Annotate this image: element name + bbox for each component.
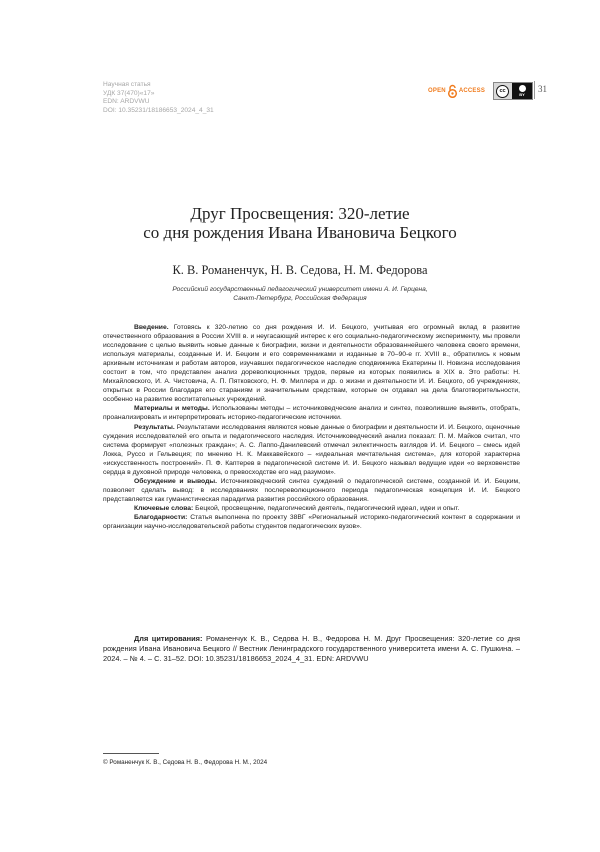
methods-label: Материалы и методы. [134,405,210,413]
attribution-icon [512,83,532,99]
copyright-notice: © Романенчук К. В., Седова Н. В., Федорова Н. М., 2024 [103,759,268,766]
citation-paragraph [103,634,520,665]
author-affiliation [100,285,500,303]
abstract-results [103,423,520,477]
udk-code: УДК 37(470)«17» [103,89,155,97]
person-icon [519,85,526,92]
acknowledgements-label: Благодарности: [134,513,188,521]
page-number: 31 [538,84,547,94]
open-access-logo [428,84,485,98]
discussion-text: Источниковедческий синтез суждений о педагогической системе, созданной И. И. Бецким, позволяет сделать вывод: в исследованиях послереволюционного периода педагогическая концепция И. И. Бецкого представляется как гуманистическая парадигма развития российского образования. [103,477,520,503]
open-access-access-text: ACCESS [458,88,486,94]
article-type: Научная статья [103,81,151,88]
citation-block [103,634,520,665]
abstract [103,323,520,531]
open-lock-icon [447,84,458,98]
results-text: Результатами исследования являются новые данные о биографии и деятельности И. И. Бецкого, оценочные суждения исследователей его опыта и педагогического наследия. Источниковедческий анализ показал: П. М. Майков считал, что система формирует «полезных граждан»; А. С. Лаппо-Данилевский отмечал эклектичность взглядов И. И. Бецкого – смесь идей Локка, Руссо и Гельвеция; по мнению Н. К. Маккавейского – «идеальная мечтательная система», для которой характерна «искусственность построений». П. Ф. Каптерев в педагогической системе И. И. Бецкого называл ведущие идеи «о верховенстве сердца в духовной природе человека, о превосходстве его над разумом». [103,423,520,476]
affiliation-line-1: Российский государственный педагогический университет имени А. И. Герцена, [172,286,428,293]
keywords-label: Ключевые слова: [134,504,194,512]
abstract-discussion [103,477,520,504]
footnote-divider [103,753,159,754]
article-title [100,204,500,242]
abstract-methods [103,404,520,422]
abstract-acknowledgements [103,513,520,531]
article-authors: К. В. Романенчук, Н. В. Седова, Н. М. Федорова [172,263,428,277]
title-line-1: Друг Просвещения: 320-летие [190,204,410,223]
doi-code: DOI: 10.35231/18186653_2024_4_31 [103,106,214,114]
citation-text: Романенчук К. В., Седова Н. В., Федорова Н. М. Друг Просвещения: 320-летие со дня рождения Ивана Ивановича Бецкого // Вестник Ленинградского государственного университета имени А. С. Пушкина. – 2024. – № 4. – С. 31–52. DOI: 10.35231/18186653_2024_4_31. EDN: ARDVWU [103,634,520,664]
creative-commons-icon: cc [496,85,509,98]
results-label: Результаты. [134,423,175,431]
introduction-label: Введение. [134,324,169,331]
by-label: BY [519,92,525,97]
keywords-text: Бецкой, просвещение, педагогический деятель, педагогический идеал, идеи и опыт. [193,504,460,512]
introduction-text: Готовясь к 320-летию со дня рождения И. И. Бецкого, учитывая его огромный вклад в развитие отечественного образования в России XVIII в. и неугасающий интерес к его социально-педагогическому эксперименту, мы провели исследование с целью выявить новые данные к биографии, жизни и деятельности образованнейшего человека своего времени, используя материалы, созданные И. И. Бецким и его современниками и изданные в 70–90-е гг. XVIII в., обратились к новым архивным источникам и работам авторов, изучавших педагогическое наследие сподвижника Екатерины II. Новизна исследования состоит в том, что представлен анализ дореволюционных трудов, первые из которых появились в XIX в. Это работы: Н. Михайловского, И. А. Чистовича, А. П. Пятковского, Н. Ф. Миллера и др. о жизни и деятельности И. И. Бецкого, об учреждениях, открытых в России благодаря его стараниям и значительным средствам, которые он отдавал на дела благотворительности, особенно на развитие воспитательных учреждений. [103,324,520,404]
citation-label: Для цитирования: [134,634,203,643]
cc-by-badge [493,82,533,100]
license-badges [428,80,533,102]
affiliation-line-2: Санкт-Петербург, Российская Федерация [233,295,367,302]
methods-text: Использованы методы – источниковедческие анализ и синтез, позволившие выявить, отобрать, проанализировать и интерпретировать историко-педагогические источники. [103,405,520,422]
discussion-label: Обсуждение и выводы. [134,477,218,485]
abstract-introduction [103,323,520,404]
open-access-open-text: OPEN [428,88,446,94]
article-meta [103,81,214,115]
edn-code: EDN: ARDVWU [103,98,150,106]
title-line-2: со дня рождения Ивана Ивановича Бецкого [143,223,457,242]
acknowledgements-text: Статья выполнена по проекту 38ВГ «Региональный историко-педагогический контент в содержании и организации научно-исследовательской работы студентов педагогических вузов». [103,513,520,531]
abstract-keywords [103,504,520,513]
